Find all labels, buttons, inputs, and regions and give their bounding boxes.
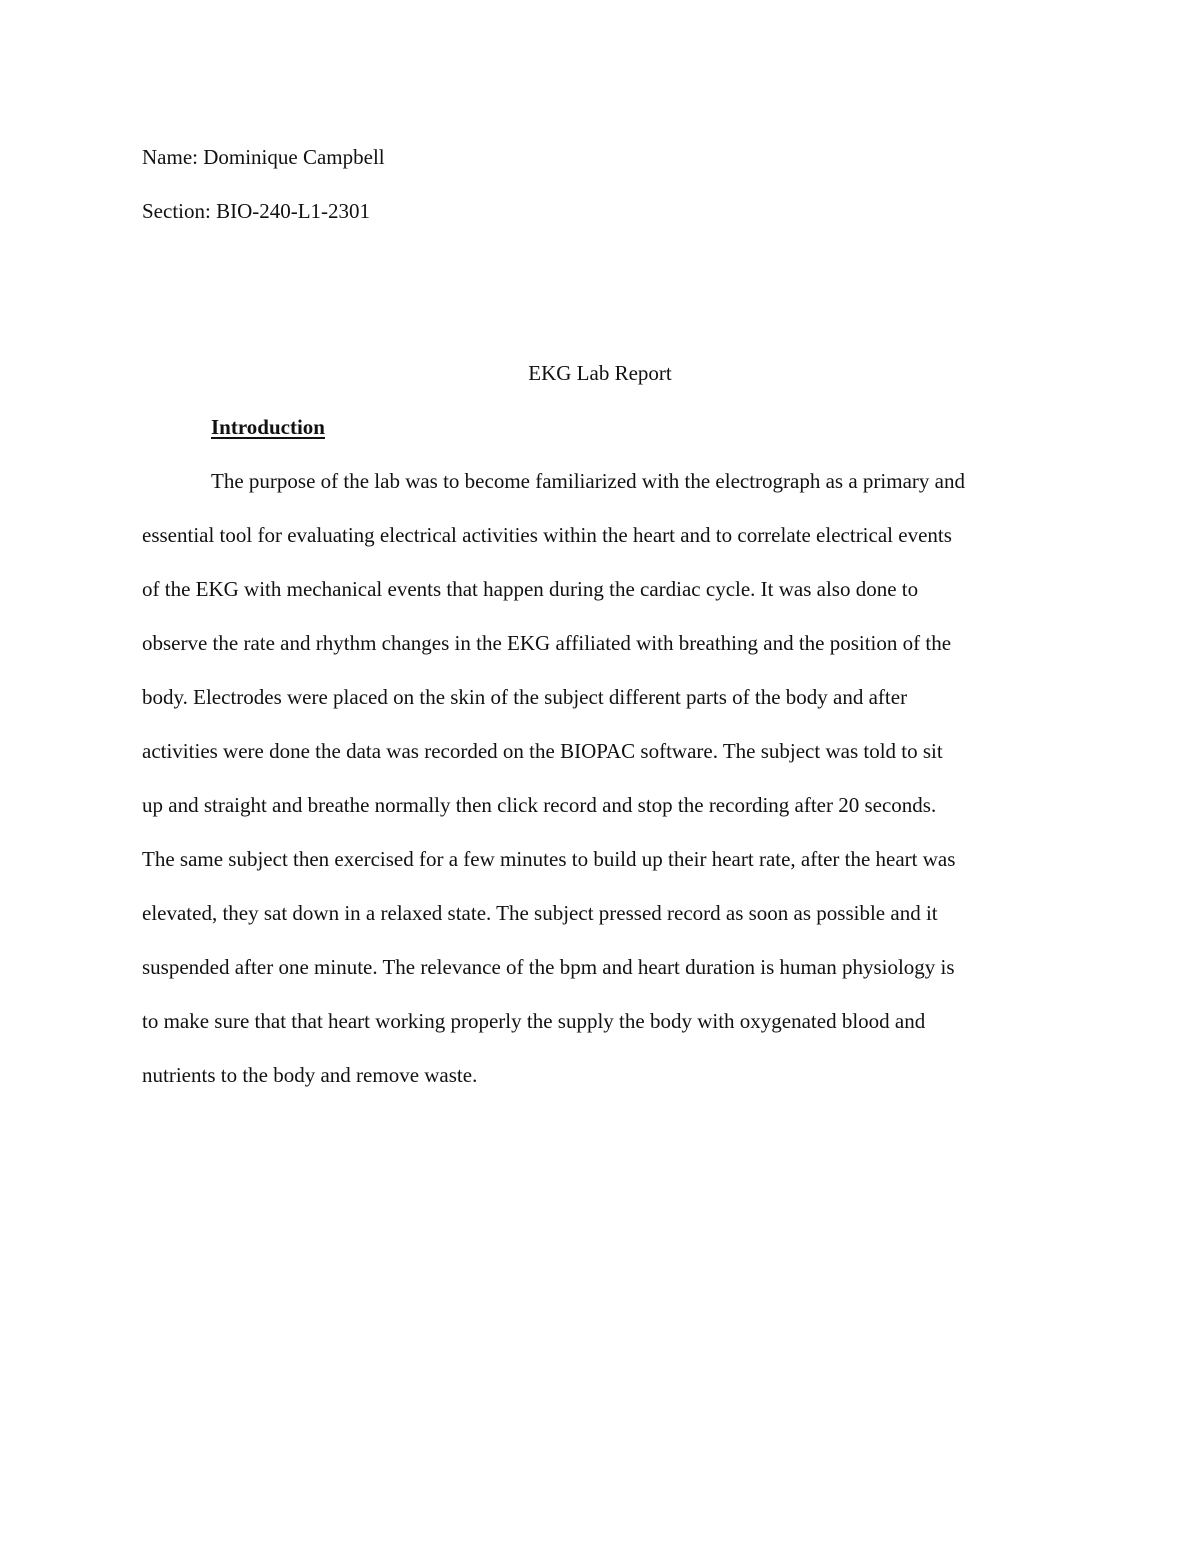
paragraph-line: activities were done the data was recorded on the BIOPAC software. The subject was told to sit — [142, 739, 943, 763]
paragraph-line: The same subject then exercised for a few minutes to build up their heart rate, after the heart was — [142, 847, 956, 871]
paragraph-line: body. Electrodes were placed on the skin of the subject different parts of the body and after — [142, 685, 908, 709]
paragraph-line: of the EKG with mechanical events that happen during the cardiac cycle. It was also done to — [142, 577, 919, 601]
course-section: Section: BIO-240-L1-2301 — [142, 199, 371, 223]
paragraph-line: The purpose of the lab was to become familiarized with the electrograph as a primary and — [211, 469, 965, 493]
section-heading-introduction: Introduction — [211, 415, 325, 439]
paragraph-line: suspended after one minute. The relevance of the bpm and heart duration is human physiology is — [142, 955, 955, 979]
paragraph-line: up and straight and breathe normally then click record and stop the recording after 20 seconds. — [142, 793, 937, 817]
paragraph-line: nutrients to the body and remove waste. — [142, 1063, 478, 1087]
student-name: Name: Dominique Campbell — [142, 145, 385, 169]
paragraph-line: observe the rate and rhythm changes in the EKG affiliated with breathing and the position of the — [142, 631, 952, 655]
report-title: EKG Lab Report — [528, 361, 672, 385]
paragraph-line: to make sure that that heart working properly the supply the body with oxygenated blood and — [142, 1009, 926, 1033]
paragraph-line: essential tool for evaluating electrical activities within the heart and to correlate electrical events — [142, 523, 952, 547]
paragraph-line: elevated, they sat down in a relaxed state. The subject pressed record as soon as possible and it — [142, 901, 938, 925]
